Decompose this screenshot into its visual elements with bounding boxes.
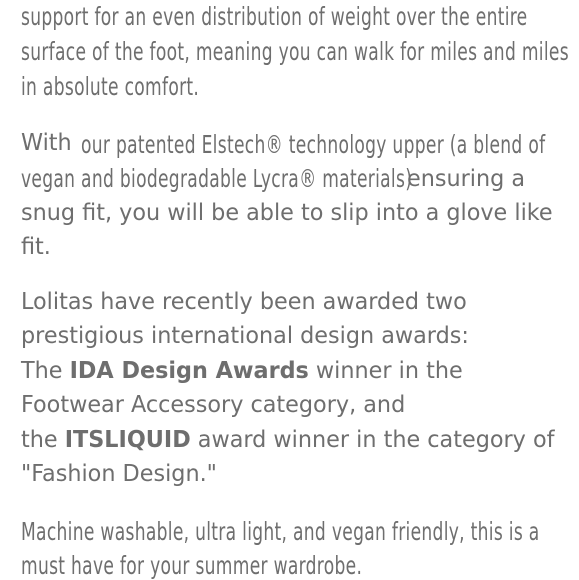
paragraph-line: support for an even distribution of weight over the entire (21, 2, 528, 31)
paragraph-line: "Fashion Design." (21, 461, 217, 487)
paragraph-line: prestigious international design awards: (21, 323, 469, 349)
paragraph-line: Machine washable, ultra light, and vegan friendly, this is a (21, 517, 540, 546)
ida-design-awards: IDA Design Awards (69, 358, 309, 384)
paragraph-line: With our patented Elstech® technology upper (a blend of (21, 130, 546, 159)
paragraph-line: surface of the foot, meaning you can walk for miles and miles (21, 37, 569, 66)
itsliquid-award: ITSLIQUID (64, 427, 191, 453)
paragraph-line: Footwear Accessory category, and (21, 392, 406, 418)
paragraph-line: fit. (21, 234, 51, 260)
paragraph-line: must have for your summer wardrobe. (21, 551, 363, 580)
paragraph-line: the ITSLIQUID award winner in the category of (21, 427, 555, 453)
paragraph-line: The IDA Design Awards winner in the (21, 358, 463, 384)
paragraph-line: vegan and biodegradable Lycra® materials) ensuring a (21, 164, 526, 193)
paragraph-line: Lolitas have recently been awarded two (21, 289, 467, 315)
paragraph-line: in absolute comfort. (21, 72, 200, 101)
paragraph-line: snug fit, you will be able to slip into a glove like (21, 200, 553, 226)
